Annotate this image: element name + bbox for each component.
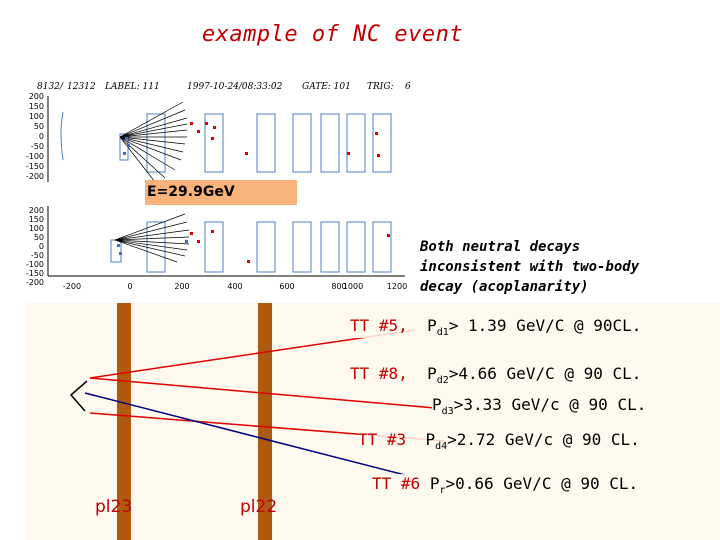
- y-tick: 100: [28, 112, 44, 121]
- neutral-decay-note: [420, 237, 639, 297]
- y-tick: 200: [28, 92, 44, 101]
- limit-p: P: [427, 316, 437, 335]
- limit-tt: TT #6: [372, 474, 421, 493]
- tracks-bottom: [115, 214, 189, 262]
- y-tick: 0: [38, 132, 44, 141]
- limit-value: >4.66 GeV/C @ 90 CL.: [448, 364, 642, 383]
- x-tick: 200: [174, 282, 190, 291]
- x-tick: 1200: [386, 282, 408, 291]
- limit-value: >3.33 GeV/c @ 90 CL.: [453, 395, 647, 414]
- limit-sub: r: [439, 485, 446, 497]
- limit-tt8-d3: [432, 395, 646, 417]
- x-tick: 0: [127, 282, 133, 291]
- limit-sub: d3: [441, 406, 454, 418]
- y-tick: -100: [25, 260, 44, 269]
- limit-p: P: [429, 474, 440, 493]
- x-tick: 1000: [342, 282, 364, 291]
- top-view-modules: [61, 112, 391, 172]
- limit-tt: TT #3: [358, 430, 407, 449]
- plane-label-pl23: pl23: [95, 497, 133, 517]
- plane-label-pl22: pl22: [240, 497, 278, 517]
- limit-p: P: [432, 395, 442, 414]
- y-tick: -100: [25, 152, 44, 161]
- y-tick: -200: [25, 278, 44, 287]
- trig-value: 6: [405, 82, 411, 92]
- limit-sub: d4: [435, 441, 448, 453]
- y-tick: 200: [28, 206, 44, 215]
- run-number: 8132/: [37, 82, 63, 92]
- limit-p: P: [427, 364, 437, 383]
- event-datetime: 1997-10-24/08:33:02: [187, 82, 283, 92]
- limit-tt8: [350, 364, 641, 386]
- trig-label: TRIG:: [367, 82, 394, 92]
- x-tick: -200: [62, 282, 82, 291]
- limit-value: >0.66 GeV/C @ 90 CL.: [445, 474, 639, 493]
- event-number: 12312: [67, 82, 96, 92]
- x-tick: 600: [279, 282, 295, 291]
- x-tick: 400: [227, 282, 243, 291]
- page-title: example of NC event: [201, 22, 464, 47]
- limit-tt: TT #5,: [350, 316, 408, 335]
- y-tick: 150: [28, 102, 44, 111]
- gate-label: GATE: 101: [302, 82, 351, 92]
- limit-tt6: [372, 474, 638, 496]
- energy-label: E=29.9GeV: [145, 180, 297, 205]
- y-tick: -50: [30, 142, 44, 151]
- limit-sub: d1: [436, 327, 449, 339]
- y-tick: -150: [25, 269, 44, 278]
- y-tick: -200: [25, 172, 44, 181]
- limit-tt5: [350, 316, 641, 338]
- limit-p: P: [425, 430, 436, 449]
- y-tick: -150: [25, 162, 44, 171]
- limit-sub: d2: [436, 375, 449, 387]
- y-tick: 50: [33, 122, 44, 131]
- y-tick: -50: [30, 251, 44, 260]
- limit-value: > 1.39 GeV/C @ 90CL.: [448, 316, 642, 335]
- event-display: [25, 82, 415, 294]
- bottom-view-modules: [111, 222, 391, 272]
- event-label: LABEL: 111: [105, 82, 160, 92]
- limit-value: >2.72 GeV/c @ 90 CL.: [447, 430, 640, 449]
- note-line: Both neutral decays: [420, 239, 581, 255]
- y-tick: 0: [38, 242, 44, 251]
- limit-tt: TT #8,: [350, 364, 408, 383]
- x-tick: 800: [331, 282, 347, 291]
- y-tick: 150: [28, 215, 44, 224]
- limit-tt3: [358, 430, 640, 452]
- vertex-arrow: [71, 381, 87, 411]
- y-tick: 50: [33, 233, 44, 242]
- y-tick: 100: [28, 224, 44, 233]
- note-line: inconsistent with two-body: [420, 259, 640, 275]
- note-line: decay (acoplanarity): [420, 279, 589, 295]
